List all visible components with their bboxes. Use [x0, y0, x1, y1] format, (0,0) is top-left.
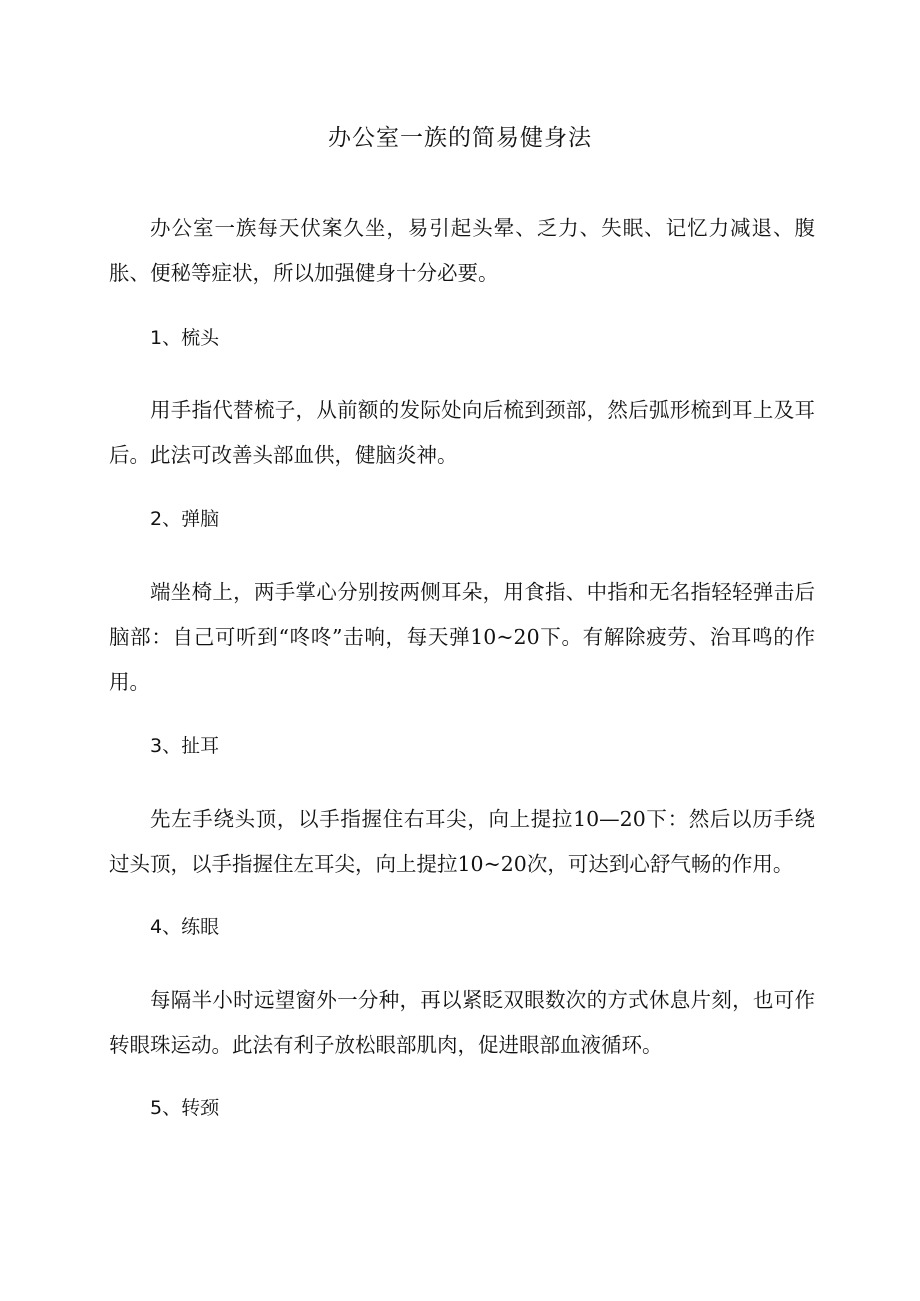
document-title: 办公室一族的简易健身法	[328, 125, 592, 151]
section-heading-1: 1、梳头	[150, 327, 220, 349]
section-body-2: 端坐椅上，两手掌心分别按两侧耳朵，用食指、中指和无名指轻轻弹击后脑部：自己可听到“咚咚”击响，每天弹10~20下。有解除疲劳、治耳鸣的作用。	[109, 580, 815, 694]
section-body-4: 每隔半小时远望窗外一分种，再以紧眨双眼数次的方式休息片刻，也可作转眼珠运动。此法有利子放松眼部肌肉，促进眼部血液循环。	[109, 988, 815, 1057]
section-body-3: 先左手绕头顶，以手指握住右耳尖，向上提拉10—20下：然后以历手绕过头顶，以手指握住左耳尖，向上提拉10~20次，可达到心舒气畅的作用。	[109, 807, 815, 876]
intro-paragraph: 办公室一族每天伏案久坐，易引起头晕、乏力、失眠、记忆力减退、腹胀、便秘等症状，所以加强健身十分必要。	[109, 216, 815, 285]
section-body-1: 用手指代替梳子，从前额的发际处向后梳到颈部，然后弧形梳到耳上及耳后。此法可改善头部血供，健脑炎神。	[109, 398, 815, 467]
section-heading-3: 3、扯耳	[150, 735, 220, 757]
section-heading-4: 4、练眼	[150, 916, 220, 938]
section-heading-2: 2、弹脑	[150, 508, 220, 530]
section-heading-5: 5、转颈	[150, 1097, 220, 1119]
